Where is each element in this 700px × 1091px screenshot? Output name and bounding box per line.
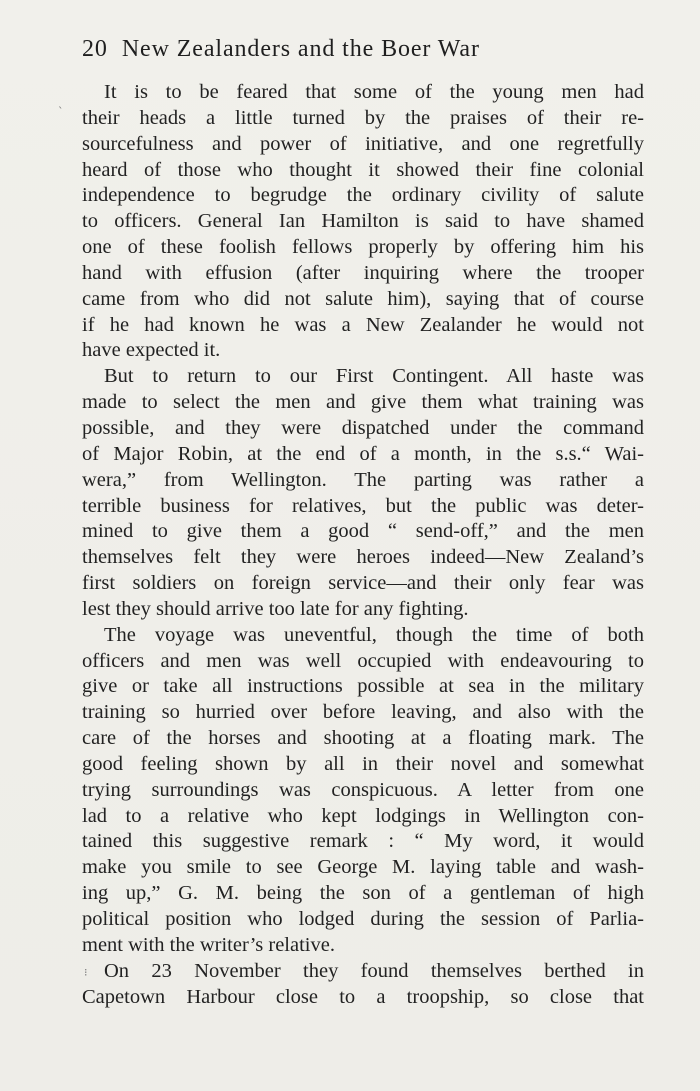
text-line: to officers. General Ian Hamilton is said to have shamed	[82, 210, 644, 233]
text-line: Capetown Harbour close to a troopship, so close that	[82, 985, 644, 1008]
text-line: The voyage was uneventful, though the time of both	[104, 623, 644, 646]
text-line: trying surroundings was conspicuous. A letter from one	[82, 778, 644, 801]
text-line: one of these foolish fellows properly by offering him his	[82, 236, 644, 259]
text-line: ment with the writer’s relative.	[82, 933, 335, 956]
text-line: their heads a little turned by the praises of their re-	[82, 106, 644, 129]
page-number: 20	[82, 36, 108, 62]
text-line: But to return to our First Contingent. All haste was	[104, 365, 644, 388]
text-line: came from who did not salute him), saying that of course	[82, 287, 644, 310]
text-line: have expected it.	[82, 339, 221, 362]
text-line: care of the horses and shooting at a floating mark. The	[82, 727, 644, 750]
text-line: wera,” from Wellington. The parting was rather a	[82, 468, 644, 491]
stray-mark-bottom: ⁝	[84, 966, 88, 979]
text-line: heard of those who thought it showed their fine colonial	[82, 158, 644, 181]
text-line: made to select the men and give them what training was	[82, 391, 644, 414]
text-line: tained this suggestive remark : “ My word, it would	[82, 830, 644, 853]
text-line: mined to give them a good “ send-off,” and the men	[82, 520, 644, 543]
text-line: give or take all instructions possible at sea in the military	[82, 675, 644, 698]
text-line: terrible business for relatives, but the public was deter-	[82, 494, 644, 517]
text-line: of Major Robin, at the end of a month, in the s.s.“ Wai-	[82, 442, 644, 465]
text-line: hand with effusion (after inquiring where the trooper	[82, 261, 644, 284]
text-line: officers and men was well occupied with endeavouring to	[82, 649, 644, 672]
text-line: sourcefulness and power of initiative, and one regretfully	[82, 132, 644, 155]
text-line: On 23 November they found themselves berthed in	[104, 959, 644, 982]
text-line: It is to be feared that some of the young men had	[104, 81, 644, 103]
text-line: make you smile to see George M. laying table and wash-	[82, 856, 644, 879]
text-line: first soldiers on foreign service—and their only fear was	[82, 572, 644, 595]
text-line: independence to begrudge the ordinary civility of salute	[82, 184, 644, 207]
text-line: training so hurried over before leaving, and also with the	[82, 701, 644, 724]
text-line: lad to a relative who kept lodgings in Wellington con-	[82, 804, 644, 827]
text-line: ing up,” G. M. being the son of a gentleman of high	[82, 882, 644, 905]
stray-mark-top: ˎ	[58, 96, 64, 109]
body-text	[82, 80, 644, 1010]
running-title: New Zealanders and the Boer War	[121, 36, 480, 62]
text-line: lest they should arrive too late for any fighting.	[82, 597, 469, 620]
text-line: good feeling shown by all in their novel and somewhat	[82, 752, 644, 775]
page-header	[82, 36, 642, 63]
text-line: themselves felt they were heroes indeed—New Zealand’s	[82, 546, 644, 569]
text-line: possible, and they were dispatched under the command	[82, 416, 644, 439]
text-line: if he had known he was a New Zealander he would not	[82, 313, 644, 336]
text-line: political position who lodged during the session of Parlia-	[82, 908, 644, 930]
